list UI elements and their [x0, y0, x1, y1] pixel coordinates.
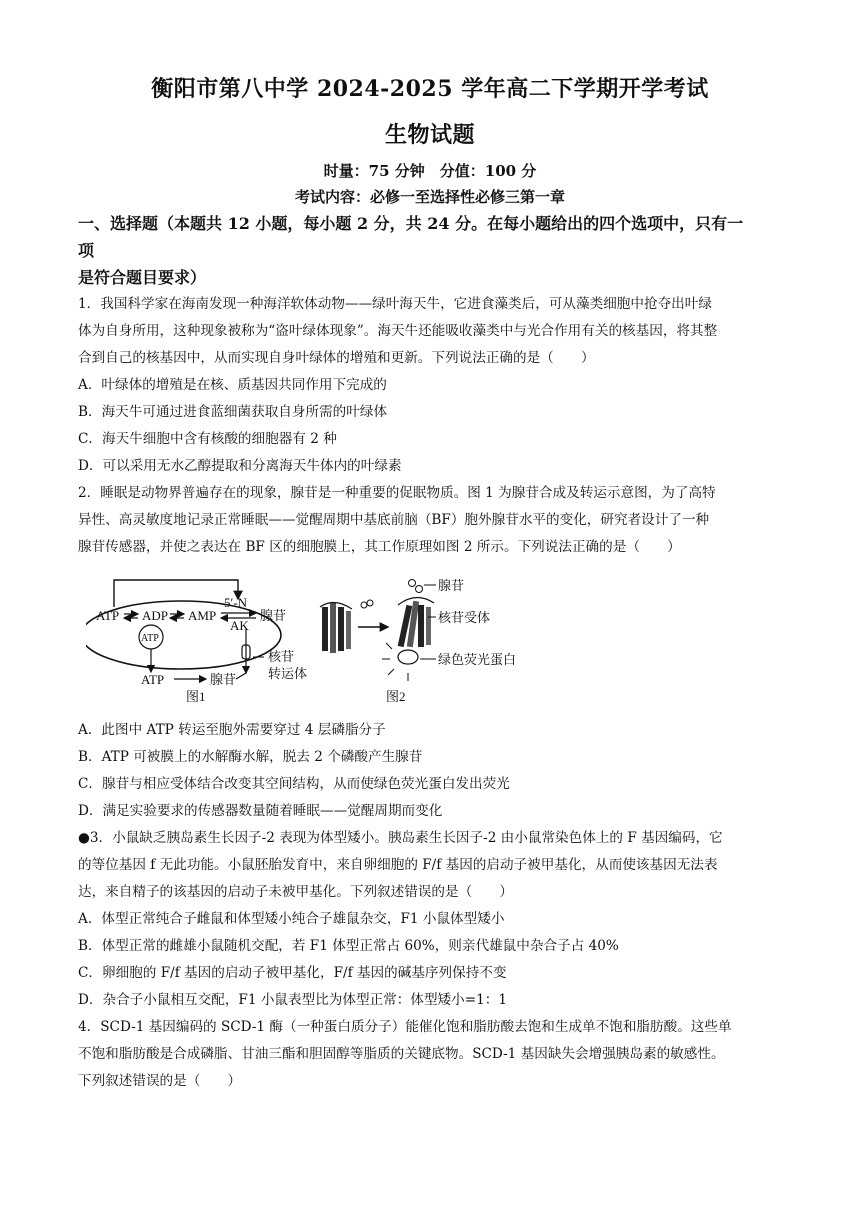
stem-line: 4．SCD-1 基因编码的 SCD-1 酶（一种蛋白质分子）能催化饱和脂肪酸去饱和生成单不饱和脂肪酸。这些单 [78, 1019, 732, 1035]
fig1-atp-out: ATP [141, 672, 165, 687]
question-2-stem [78, 480, 790, 561]
fig1-transporter-2: 转运体 [268, 666, 308, 681]
fig2-label-gfp: 绿色荧光蛋白 [438, 652, 517, 667]
question-2-option-a: A．此图中 ATP 转运至胞外需要穿过 4 层磷脂分子 [78, 722, 386, 738]
question-3-option-b: B．体型正常的雌雄小鼠随机交配，若 F1 体型正常占 60%，则亲代雄鼠中杂合子占 40% [78, 938, 619, 954]
adenosine-figure [86, 577, 536, 707]
question-2-option-b: B．ATP 可被膜上的水解酶水解，脱去 2 个磷酸产生腺苷 [78, 749, 423, 765]
adenosine-figure-svg [86, 577, 536, 707]
exam-subject: 生物试题 [384, 122, 475, 148]
receptor-unbound [320, 602, 352, 653]
question-1-option-a: A．叶绿体的增殖是在核、质基因共同作用下完成的 [78, 377, 387, 393]
fig1-amp: AMP [188, 608, 217, 623]
question-3-option-a: A．体型正常纯合子雌鼠和体型矮小纯合子雄鼠杂交，F1 小鼠体型矮小 [78, 911, 505, 927]
stem-line: 2．睡眠是动物界普遍存在的现象，腺苷是一种重要的促眠物质。图 1 为腺苷合成及转运示意图，为了高特 [78, 485, 716, 501]
fig1-adenosine-out: 腺苷 [210, 672, 237, 687]
fig1-transporter-1: 核苷 [268, 649, 295, 664]
exam-time-score: 时量：75 分钟 分值：100 分 [323, 162, 537, 180]
section-heading [78, 210, 790, 291]
question-1-option-b: B．海天牛可通过进食蓝细菌获取自身所需的叶绿体 [78, 404, 388, 420]
figure-2 [320, 578, 516, 704]
question-4-stem [78, 1014, 790, 1095]
fig1-atp-circle: ATP [141, 633, 159, 644]
figure-1 [86, 580, 307, 704]
stem-line: 下列叙述错误的是（ ） [78, 1073, 242, 1089]
stem-line: 异性、高灵敏度地记录正常睡眠——觉醒周期中基底前脑（BF）胞外腺苷水平的变化，研究者设计了一种 [78, 512, 710, 528]
fig2-label-receptor: 核苷受体 [438, 610, 491, 625]
stem-line: 的等位基因 f 无此功能。小鼠胚胎发育中，来自卵细胞的 F/f 基因的启动子被甲基化，从而使该基因无法表 [78, 857, 718, 873]
fig1-adp: ADP [142, 608, 169, 623]
fig1-caption: 图1 [186, 689, 206, 704]
stem-line: 不饱和脂肪酸是合成磷脂、甘油三酯和胆固醇等脂质的关键底物。SCD-1 基因缺失会增强胰岛素的敏感性。 [78, 1046, 725, 1062]
stem-line: 腺苷传感器，并使之表达在 BF 区的细胞膜上，其工作原理如图 2 所示。下列说法正确的是（ ） [78, 539, 681, 555]
question-1-option-d: D．可以采用无水乙醇提取和分离海天牛体内的叶绿素 [78, 458, 402, 474]
fig2-caption: 图2 [386, 689, 406, 704]
fig2-label-adenosine: 腺苷 [438, 578, 465, 593]
stem-line: 达，来自精子的该基因的启动子未被甲基化。下列叙述错误的是（ ） [78, 884, 513, 900]
question-3-option-c: C．卵细胞的 F/f 基因的启动子被甲基化，F/f 基因的碱基序列保持不变 [78, 965, 507, 981]
question-2-option-d: D．满足实验要求的传感器数量随着睡眠——觉醒周期而变化 [78, 803, 443, 819]
question-3-stem [78, 825, 790, 906]
question-2-option-c: C．腺苷与相应受体结合改变其空间结构，从而使绿色荧光蛋白发出荧光 [78, 776, 510, 792]
section-heading-line: 是符合题目要求） [78, 268, 207, 287]
receptor-bound [382, 580, 434, 682]
stem-line: 合到自己的核基因中，从而实现自身叶绿体的增殖和更新。下列说法正确的是（ ） [78, 350, 595, 366]
stem-line: ●3．小鼠缺乏胰岛素生长因子-2 表现为体型矮小。胰岛素生长因子-2 由小鼠常染色体上的 F 基因编码，它 [78, 830, 723, 846]
exam-title: 衡阳市第八中学 2024-2025 学年高二下学期开学考试 [151, 76, 709, 102]
fig1-adenosine-in: 腺苷 [260, 608, 287, 623]
question-1-stem [78, 291, 790, 372]
stem-line: 体为自身所用，这种现象被称为“盗叶绿体现象”。海天牛还能吸收藻类中与光合作用有关的核基因，将其整 [78, 323, 718, 339]
stem-line: 1．我国科学家在海南发现一种海洋软体动物——绿叶海天牛，它进食藻类后，可从藻类细胞中抢夺出叶绿 [78, 296, 712, 312]
exam-content: 考试内容：必修一至选择性必修三第一章 [294, 188, 565, 206]
question-3-option-d: D．杂合子小鼠相互交配，F1 小鼠表型比为体型正常：体型矮小=1：1 [78, 992, 508, 1008]
question-1-option-c: C．海天牛细胞中含有核酸的细胞器有 2 种 [78, 431, 337, 447]
section-heading-line: 项 [78, 241, 95, 260]
fig1-enzyme-ak: AK [230, 618, 249, 633]
fig1-enzyme-5n: 5′-N [224, 595, 248, 610]
fig1-atp-top: ATP [96, 608, 120, 623]
section-heading-line: 一、选择题（本题共 12 小题，每小题 2 分，共 24 分。在每小题给出的四个选项中，只有一 [78, 214, 744, 233]
